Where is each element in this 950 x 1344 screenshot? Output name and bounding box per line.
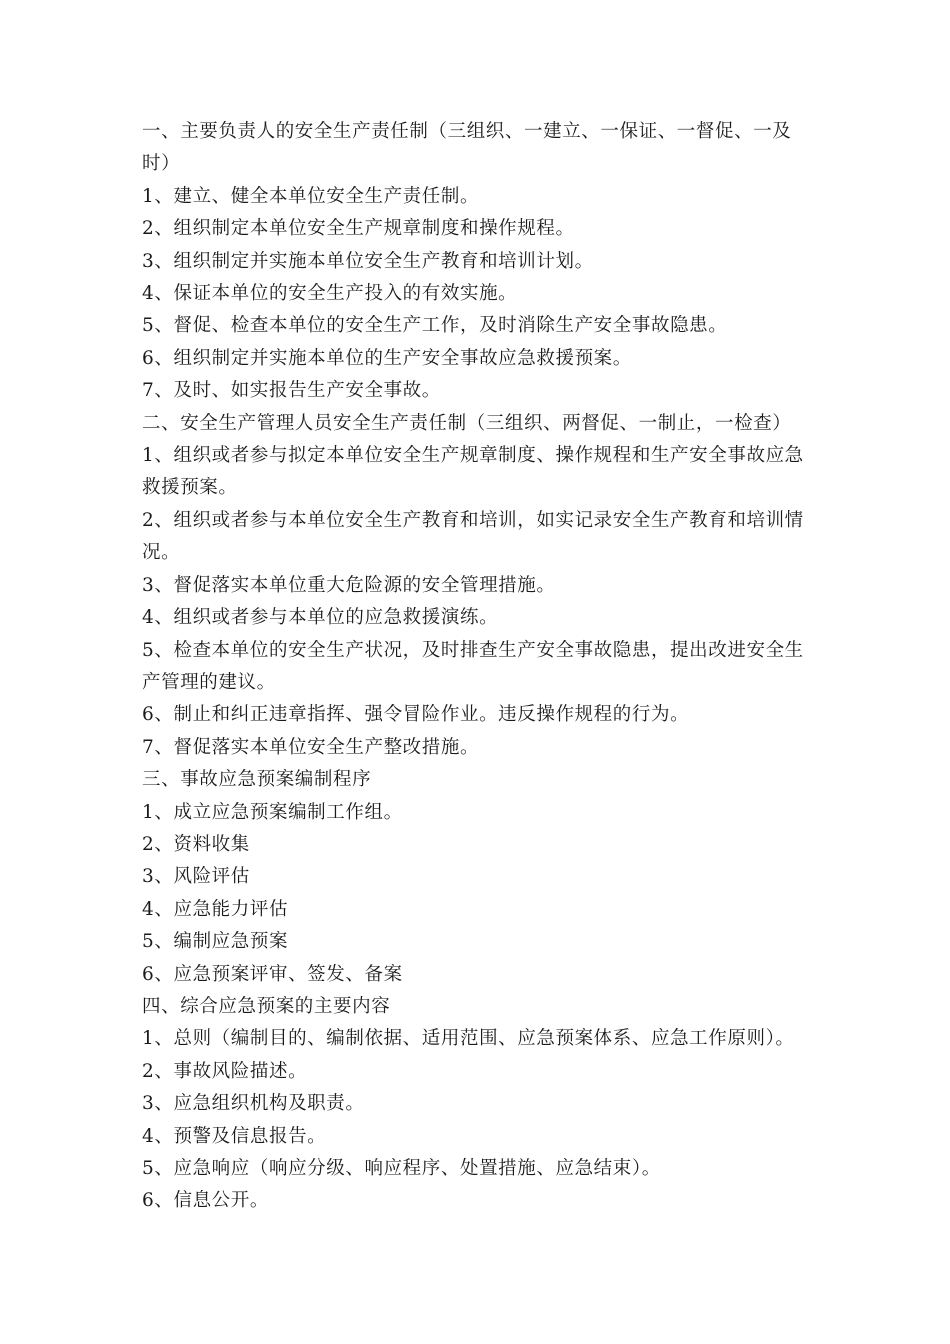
- list-item: 3、督促落实本单位重大危险源的安全管理措施。: [142, 574, 556, 596]
- list-item: 1、成立应急预案编制工作组。: [142, 801, 403, 823]
- list-item: 4、预警及信息报告。: [142, 1125, 327, 1147]
- list-item: 6、制止和纠正违章指挥、强令冒险作业。违反操作规程的行为。: [142, 704, 690, 726]
- document-body: [142, 116, 810, 1218]
- list-item: 2、事故风险描述。: [142, 1060, 308, 1082]
- list-item: 7、督促落实本单位安全生产整改措施。: [142, 736, 480, 758]
- list-item: 2、资料收集: [142, 833, 250, 855]
- section-heading-4: 四、综合应急预案的主要内容: [142, 995, 391, 1017]
- section-heading-3: 三、事故应急预案编制程序: [142, 769, 372, 791]
- list-item: 1、组织或者参与拟定本单位安全生产规章制度、操作规程和生产安全事故应急救援预案。: [142, 445, 804, 499]
- section-heading-2: 二、安全生产管理人员安全生产责任制（三组织、两督促、一制止，一检查）: [142, 412, 792, 434]
- list-item: 4、保证本单位的安全生产投入的有效实施。: [142, 283, 518, 305]
- list-item: 7、及时、如实报告生产安全事故。: [142, 380, 441, 402]
- list-item: 3、组织制定并实施本单位安全生产教育和培训计划。: [142, 250, 594, 272]
- list-item: 5、应急响应（响应分级、响应程序、处置措施、应急结束）。: [142, 1158, 661, 1179]
- section-heading-1: 一、主要负责人的安全生产责任制（三组织、一建立、一保证、一督促、一及时）: [142, 121, 792, 175]
- list-item: 3、风险评估: [142, 866, 250, 888]
- list-item: 5、督促、检查本单位的安全生产工作，及时消除生产安全事故隐患。: [142, 315, 728, 337]
- list-item: 6、组织制定并实施本单位的生产安全事故应急救援预案。: [142, 347, 632, 369]
- list-item: 5、编制应急预案: [142, 931, 289, 953]
- list-item: 6、信息公开。: [142, 1190, 269, 1212]
- list-item: 3、应急组织机构及职责。: [142, 1093, 365, 1115]
- list-item: 2、组织或者参与本单位安全生产教育和培训，如实记录安全生产教育和培训情况。: [142, 509, 804, 564]
- list-item: 4、组织或者参与本单位的应急救援演练。: [142, 607, 499, 629]
- list-item: 1、总则（编制目的、编制依据、适用范围、应急预案体系、应急工作原则）。: [142, 1028, 795, 1050]
- list-item: 1、建立、健全本单位安全生产责任制。: [142, 185, 480, 207]
- list-item: 4、应急能力评估: [142, 898, 289, 920]
- list-item: 2、组织制定本单位安全生产规章制度和操作规程。: [142, 218, 575, 240]
- list-item: 6、应急预案评审、签发、备案: [142, 963, 403, 985]
- list-item: 5、检查本单位的安全生产状况，及时排查生产安全事故隐患，提出改进安全生产管理的建议。: [142, 639, 804, 693]
